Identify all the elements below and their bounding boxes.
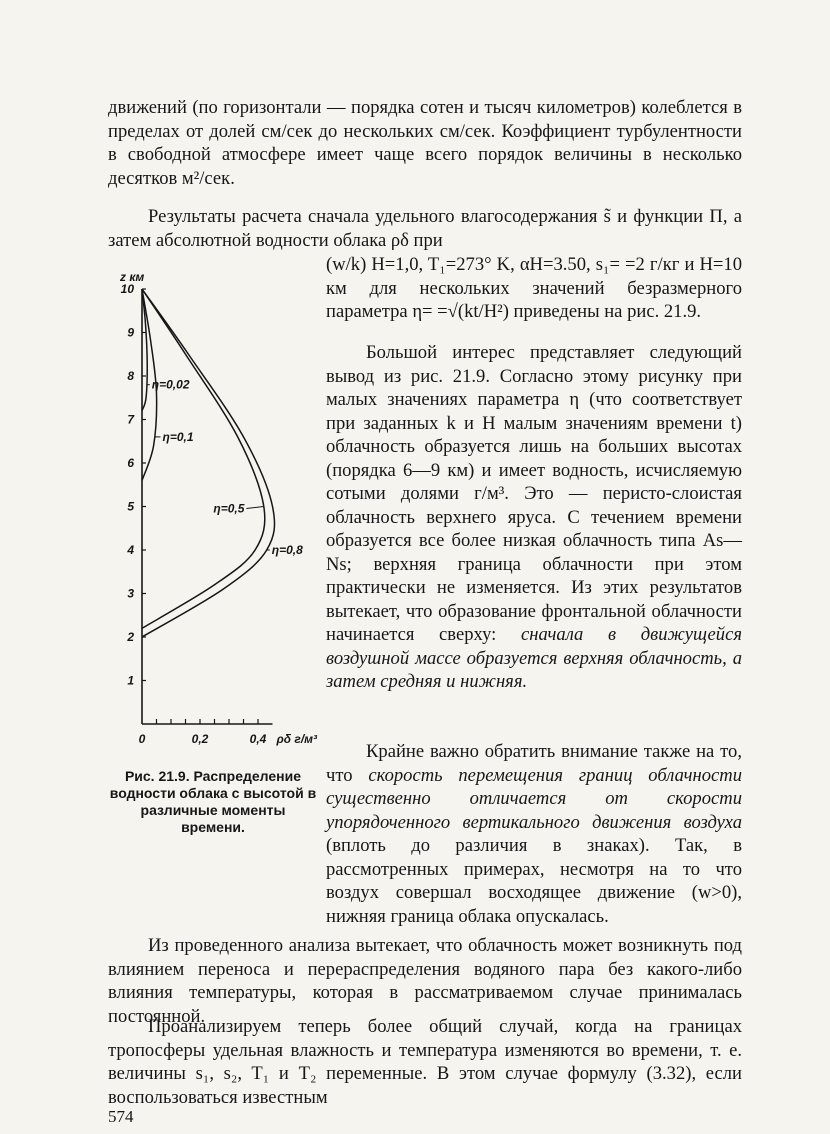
y-tick-label: 2 bbox=[127, 630, 134, 644]
y-tick-label: 7 bbox=[127, 412, 134, 427]
y-tick-label: 4 bbox=[127, 543, 134, 557]
paragraph-analysis: Из проведенного анализа вытекает, что облачность может возникнуть под влиянием переноса и перераспределения водяного пара без какого-либо влияния температуры, которая в рассматриваемом случае принималась постоянной. bbox=[108, 935, 742, 1027]
chart-axes bbox=[142, 289, 273, 724]
curve-label-leader bbox=[246, 507, 263, 509]
x-tick-label: 0,2 bbox=[191, 732, 209, 746]
y-tick-label: 5 bbox=[127, 499, 134, 514]
figure-chart bbox=[108, 262, 318, 762]
curve-label: η=0,5 bbox=[213, 501, 245, 516]
chart-labels bbox=[119, 270, 318, 746]
y-tick-label: 9 bbox=[127, 325, 134, 340]
paragraph-top: движений (по горизонтали — порядка сотен и тысяч километров) колеблется в пределах от долей см/сек до нескольких см/сек. Коэффициент турбулентности в свободной атмосфере имеет чаще всего порядок величины в несколько десятков м²/сек. bbox=[108, 97, 742, 189]
paragraph-conclusion: Большой интерес представляет следующий вывод из рис. 21.9. Согласно этому рисунку при малых значениях параметра η (что соответствует при заданных k и H малым значениям времени t) облачность образуется лишь на больших высотах (порядка 6—9 км) и имеет водность, исчисляемую сотыми долями г/м³. Это — перисто-слоистая облачность верхнего яруса. С течением времени образуется все более низкая облачность типа As—Ns; верхняя граница облачности при этом практически не изменяется. Из этих результатов вытекает, что образование фронтальной облачности начинается сверху: сначала в движущейся воздушной массе образуется верхняя облачность, а затем средняя и нижняя. bbox=[326, 342, 742, 692]
y-tick-label: 3 bbox=[127, 586, 134, 601]
curve-line bbox=[142, 289, 265, 628]
figure-caption: Рис. 21.9. Распределение водности облака с высотой в различные моменты времени. bbox=[109, 768, 317, 835]
x-axis-label: ρδ г/м³ bbox=[276, 732, 318, 746]
y-tick-label: 6 bbox=[127, 456, 134, 470]
y-tick-label: 10 bbox=[120, 282, 134, 296]
page-number: 574 bbox=[108, 1107, 134, 1126]
x-tick-label: 0,4 bbox=[249, 732, 267, 746]
paragraph-results: Результаты расчета сначала удельного влагосодержания s̃ и функции П, а затем абсолютной водности облака ρδ при bbox=[108, 206, 742, 251]
y-axis-label: z км bbox=[120, 270, 145, 284]
curve-label: η=0,02 bbox=[151, 377, 190, 392]
chart-curves bbox=[142, 289, 275, 637]
paragraph-attention: Крайне важно обратить внимание также на то, что скорость перемещения границ облачности существенно отличается от скорости упорядоченного вертикального движения воздуха (вплоть до различия в знаках). Так, в рассмотренных примерах, несмотря на то что воздух совершал восходящее движение (w>0), нижняя граница облака опускалась. bbox=[326, 741, 742, 927]
y-tick-label: 8 bbox=[127, 369, 134, 383]
paragraph-results-cont: (w/k) H=1,0, T₁=273° K, αH=3.50, s₁= =2 г/кг и H=10 км для нескольких значений безразмерного параметра η= =√(kt/H²) приведены на рис. 21.9. bbox=[326, 254, 742, 322]
curve-label: η=0,1 bbox=[162, 429, 194, 444]
curve-label: η=0,8 bbox=[271, 543, 303, 557]
x-tick-label: 0 bbox=[138, 732, 146, 746]
curve-line bbox=[142, 289, 275, 637]
y-tick-label: 1 bbox=[127, 673, 134, 688]
paragraph-general-case: Проанализируем теперь более общий случай, когда на границах тропосферы удельная влажность и температура изменяются во времени, т. е. величины s₁, s₂, T₁ и T₂ переменные. В этом случае формулу (3.32), если воспользоваться известным bbox=[108, 1016, 742, 1108]
